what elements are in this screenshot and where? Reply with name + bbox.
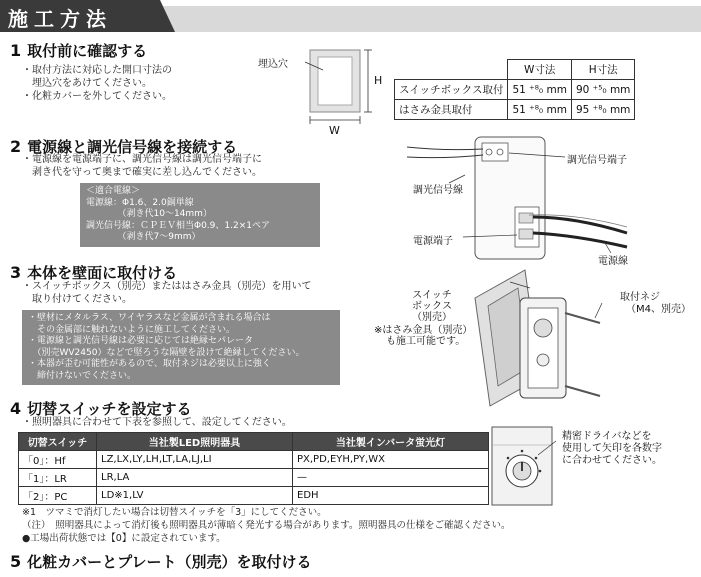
screw-label	[620, 292, 691, 316]
mounting-diagram	[470, 268, 610, 408]
hole-label: 埋込穴	[258, 59, 288, 70]
dim-header-h: H寸法	[571, 60, 634, 80]
selector-instruction-line: 使用して矢印を各数字	[562, 443, 662, 454]
sw-cell-led: LZ,LX,LY,LH,LT,LA,LJ,LI	[97, 451, 293, 469]
wire-spec-line: ＜適合電線＞	[86, 186, 141, 196]
wire-spec-line: 電源線：Φ1.6、2.0銅単線	[86, 197, 194, 208]
selector-instruction-line: に合わせてください。	[562, 455, 662, 466]
sw-cell-switch: 「1」：LR	[19, 469, 97, 487]
sw-cell-led: LD※1,LV	[97, 487, 293, 505]
table-row	[395, 100, 635, 120]
sw-cell-inverter: PX,PD,EYH,PY,WX	[293, 451, 489, 469]
section-3-bullet-2: 取り付けてください。	[22, 294, 132, 305]
power-wire-label: 電源線	[598, 256, 628, 267]
selector-instruction	[562, 431, 662, 467]
dim-row-h: 95 ⁺⁸₀ mm	[571, 100, 634, 120]
sw-cell-inverter: —	[293, 469, 489, 487]
section-3-bullet-1: ・スイッチボックス（別売）またははさみ金具（別売）を用いて	[22, 281, 312, 292]
signal-terminal-label: 調光信号端子	[567, 155, 627, 166]
sw-cell-inverter: EDH	[293, 487, 489, 505]
footnote-caution: （注） 照明器具によって消灯後も照明器具が薄暗く発光する場合があります。照明器具の仕様をご確認ください。	[22, 520, 511, 531]
caution-box	[22, 310, 340, 385]
dim-header-w: W寸法	[508, 60, 571, 80]
dimension-table-header	[395, 60, 635, 80]
selector-switch-diagram	[490, 425, 560, 507]
sw-cell-switch: 「2」：PC	[19, 487, 97, 505]
screw-label-line: （M4、別売）	[626, 304, 691, 315]
section-2-heading: 2 電源線と調光信号線を接続する	[10, 137, 238, 156]
section-1-bullet-2: 埋込穴をあけてください。	[22, 78, 152, 89]
sw-cell-led: LR,LA	[97, 469, 293, 487]
footnote-factory-setting: ●工場出荷状態では【0】に設定されています。	[22, 533, 226, 544]
caution-line: ・本器が歪む可能性があるので、取付ネジは必要以上に強く	[28, 359, 271, 369]
power-terminal-label: 電源端子	[413, 236, 453, 247]
wire-spec-line: （剥き代10〜14mm）	[86, 209, 212, 219]
clamp-note-line: ※はさみ金具（別売）	[374, 325, 473, 336]
sw-cell-switch: 「0」：Hf	[19, 451, 97, 469]
wire-spec-line: 調光信号線：ＣＰＥＶ相当Φ0.9、1.2×1ペア	[86, 220, 270, 231]
dim-header-blank	[395, 60, 508, 80]
dim-row-label: はさみ金具取付	[395, 100, 508, 120]
switch-box-label-line: ボックス	[412, 301, 452, 312]
caution-line: （別売WV2450）などで堅ろうな隔壁を設けて絶縁してください。	[28, 347, 305, 358]
section-3-heading: 3 本体を壁面に取付ける	[10, 263, 178, 282]
switch-box-label-line: スイッチ	[412, 290, 452, 301]
caution-line: ・電源線と調光信号線は必要に応じては絶縁セパレータ	[28, 336, 254, 346]
table-row	[19, 469, 489, 487]
page-title: 施工方法	[8, 7, 112, 31]
section-1-bullet-3: ・化粧カバーを外してください。	[22, 91, 172, 102]
clamp-note-line: も施工可能です。	[386, 336, 466, 347]
caution-line: その金属部に触れないように施工してください。	[28, 324, 236, 335]
dim-row-w: 51 ⁺⁸₀ mm	[508, 80, 571, 100]
switch-table-header	[19, 433, 489, 451]
section-5-heading: 5 化粧カバーとプレート（別売）を取付ける	[10, 552, 312, 571]
wire-spec-line: （剥き代7〜9mm）	[86, 232, 201, 242]
section-1-bullet-1: ・取付方法に対応した開口寸法の	[22, 65, 172, 76]
section-1-heading: 1 取付前に確認する	[10, 41, 148, 60]
height-label: H	[374, 74, 383, 87]
sw-header-led: 当社製LED照明器具	[97, 433, 293, 451]
dim-row-label: スイッチボックス取付	[395, 80, 508, 100]
section-2-bullet-2: 剥き代を守って奥まで確実に差し込んでください。	[22, 167, 262, 178]
selector-instruction-line: 精密ドライバなどを	[562, 431, 652, 442]
wire-spec-box	[80, 183, 320, 247]
switch-setting-table	[18, 432, 489, 505]
footnote-1: ※1 ツマミで消灯したい場合は切替スイッチを「3」にしてください。	[22, 507, 327, 518]
section-2-bullet-1: ・電源線を電源端子に、調光信号線は調光信号端子に	[22, 154, 262, 165]
width-label: W	[329, 124, 340, 137]
section-4-heading: 4 切替スイッチを設定する	[10, 399, 192, 418]
signal-wire-label: 調光信号線	[413, 185, 463, 196]
switch-box-label	[412, 290, 452, 323]
sw-header-switch: 切替スイッチ	[19, 433, 97, 451]
sw-header-inverter: 当社製インバータ蛍光灯	[293, 433, 489, 451]
dimension-table	[394, 59, 635, 120]
table-row	[19, 451, 489, 469]
caution-line: 締付けないでください。	[28, 370, 137, 381]
caution-line: ・壁材にメタルラス、ワイヤラスなど金属が含まれる場合は	[28, 313, 271, 323]
table-row	[395, 80, 635, 100]
clamp-note	[374, 325, 472, 347]
dim-row-w: 51 ⁺⁸₀ mm	[508, 100, 571, 120]
screw-label-line: 取付ネジ	[620, 292, 660, 303]
dim-row-h: 90 ⁺⁵₀ mm	[571, 80, 634, 100]
section-4-bullet-1: ・照明器具に合わせて下表を参照して、設定してください。	[22, 417, 292, 428]
table-row	[19, 487, 489, 505]
switch-box-label-line: （別売）	[412, 312, 452, 323]
